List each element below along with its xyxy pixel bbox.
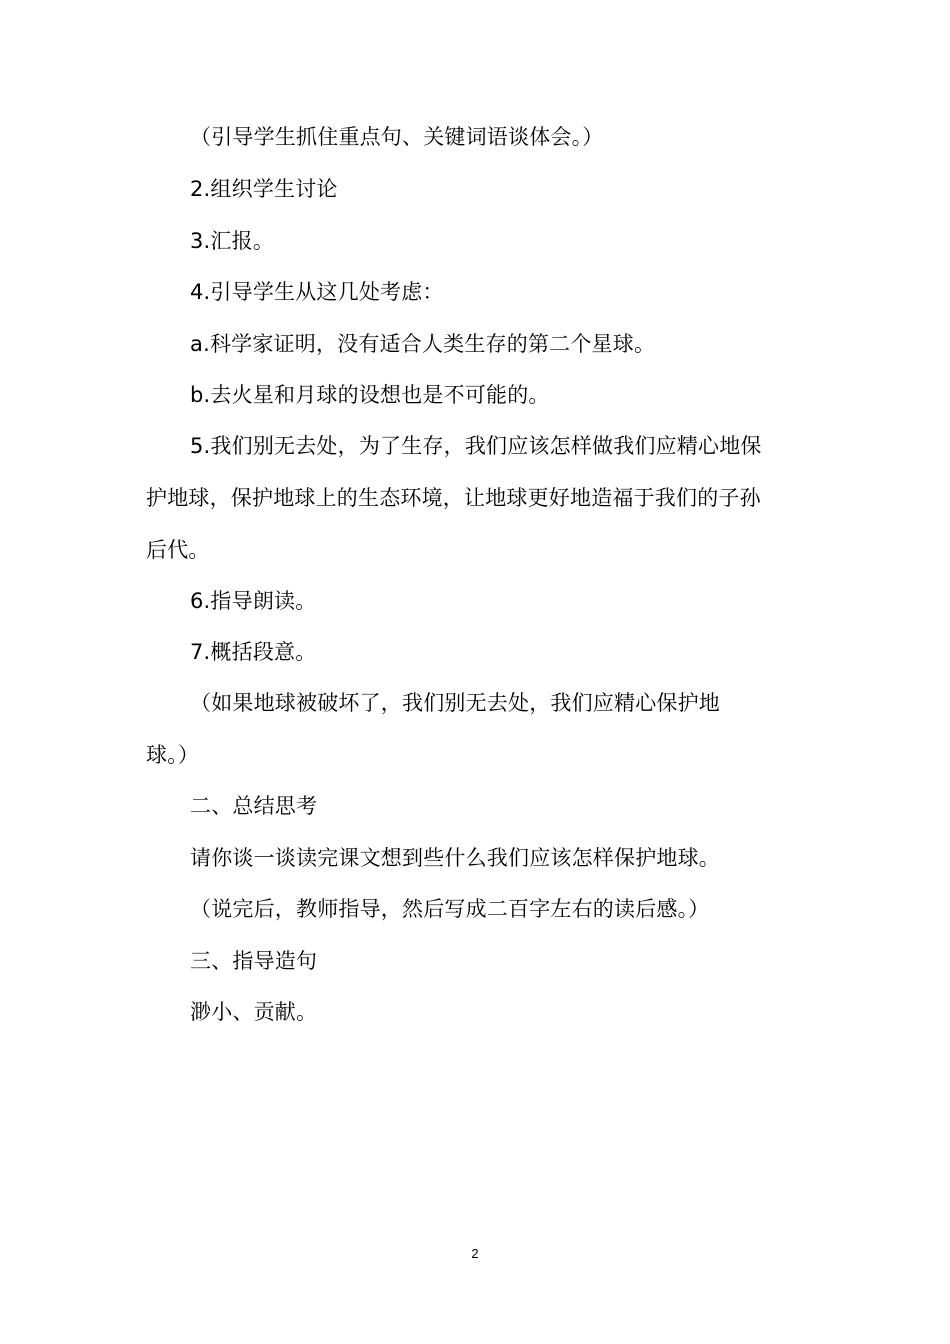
paragraph-line: 护地球，保护地球上的生态环境，让地球更好地造福于我们的子孙 — [146, 486, 761, 510]
paragraph-line: a.科学家证明，没有适合人类生存的第二个星球。 — [190, 332, 656, 356]
paragraph-line: 请你谈一谈读完课文想到些什么我们应该怎样保护地球。 — [190, 846, 720, 870]
paragraph-line: 后代。 — [146, 538, 210, 562]
paragraph-line: 渺小、贡献。 — [190, 1000, 318, 1024]
paragraph-line: 3.汇报。 — [190, 229, 275, 253]
paragraph-line: b.去火星和月球的设想也是不可能的。 — [190, 383, 550, 407]
paragraph-line: （说完后，教师指导，然后写成二百字左右的读后感。） — [190, 897, 710, 921]
paragraph-line: 6.指导朗读。 — [190, 589, 317, 613]
paragraph-line: 4.引导学生从这几处考虑： — [190, 280, 444, 304]
paragraph-line: （引导学生抓住重点句、关键词语谈体会。） — [190, 125, 604, 149]
paragraph-line: 5.我们别无去处，为了生存，我们应该怎样做我们应精心地保 — [190, 434, 762, 458]
paragraph-line: 7.概括段意。 — [190, 640, 317, 664]
section-heading: 二、总结思考 — [190, 794, 318, 818]
paragraph-line: 球。） — [146, 743, 200, 767]
page-number: 2 — [471, 1246, 479, 1261]
paragraph-line: （如果地球被破坏了，我们别无去处，我们应精心保护地 — [190, 691, 720, 715]
section-heading: 三、指导造句 — [190, 949, 318, 973]
paragraph-line: 2.组织学生讨论 — [190, 177, 338, 201]
